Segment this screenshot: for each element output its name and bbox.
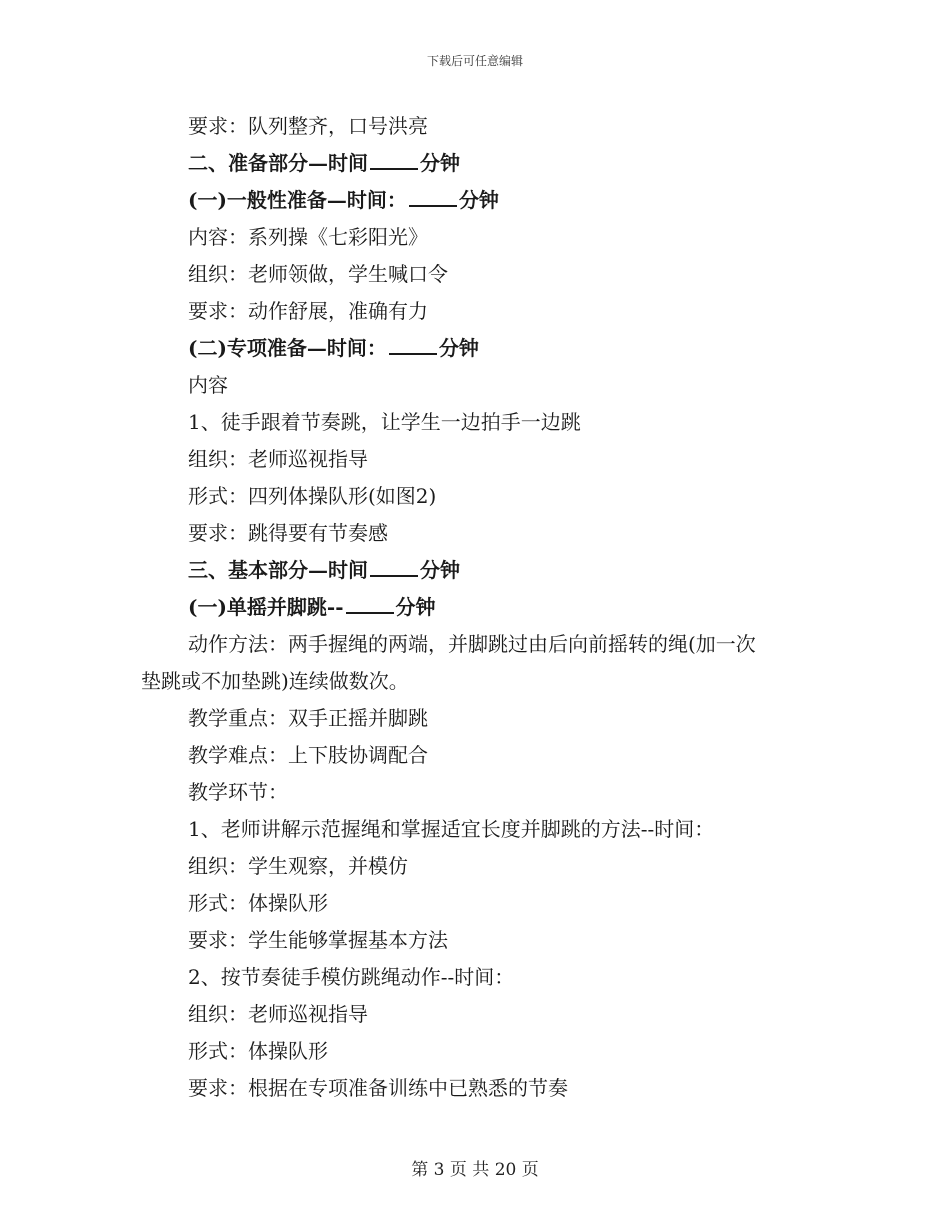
page-header: 下载后可任意编辑 bbox=[426, 54, 523, 68]
text-line: 形式：四列体操队形(如图2) bbox=[188, 484, 437, 508]
text-line: 组织：老师领做，学生喊口令 bbox=[188, 262, 448, 286]
text-line: 垫跳或不加垫跳)连续做数次。 bbox=[141, 669, 409, 693]
text-line: 教学难点：上下肢协调配合 bbox=[188, 743, 428, 767]
text-line: 组织：学生观察，并模仿 bbox=[188, 854, 408, 878]
text-line: 要求：动作舒展，准确有力 bbox=[188, 299, 428, 323]
text-line: 2、按节奏徒手模仿跳绳动作--时间： bbox=[188, 965, 515, 989]
heading-unit: 分钟 bbox=[395, 595, 436, 619]
fill-in-blank bbox=[370, 553, 418, 577]
heading-unit: 分钟 bbox=[438, 336, 479, 360]
section-heading bbox=[141, 330, 821, 367]
text-line: 要求：跳得要有节奏感 bbox=[188, 521, 388, 545]
heading-text: 三、基本部分—时间 bbox=[188, 558, 368, 582]
section-heading bbox=[141, 552, 821, 589]
text-line: 要求：学生能够掌握基本方法 bbox=[188, 928, 448, 952]
text-line: 教学环节： bbox=[188, 780, 288, 804]
section-heading bbox=[141, 145, 821, 182]
heading-text: (一)一般性准备—时间： bbox=[188, 188, 407, 212]
text-line: 1、徒手跟着节奏跳，让学生一边拍手一边跳 bbox=[188, 410, 581, 434]
document-body bbox=[141, 108, 821, 1107]
text-line: 要求：根据在专项准备训练中已熟悉的节奏 bbox=[188, 1076, 568, 1100]
fill-in-blank bbox=[346, 590, 394, 614]
text-line: 组织：老师巡视指导 bbox=[188, 447, 368, 471]
text-line: 内容 bbox=[188, 373, 228, 397]
heading-text: (二)专项准备—时间： bbox=[188, 336, 387, 360]
section-heading bbox=[141, 589, 821, 626]
text-line: 教学重点：双手正摇并脚跳 bbox=[188, 706, 428, 730]
fill-in-blank bbox=[389, 331, 437, 355]
heading-unit: 分钟 bbox=[458, 188, 499, 212]
text-line: 形式：体操队形 bbox=[188, 1039, 328, 1063]
fill-in-blank bbox=[370, 146, 418, 170]
heading-text: 二、准备部分—时间 bbox=[188, 151, 368, 175]
text-line: 内容：系列操《七彩阳光》 bbox=[188, 225, 428, 249]
text-line: 组织：老师巡视指导 bbox=[188, 1002, 368, 1026]
fill-in-blank bbox=[409, 183, 457, 207]
heading-unit: 分钟 bbox=[420, 558, 460, 582]
text-line: 1、老师讲解示范握绳和掌握适宜长度并脚跳的方法--时间： bbox=[188, 817, 715, 841]
text-line: 形式：体操队形 bbox=[188, 891, 328, 915]
heading-text: (一)单摇并脚跳-- bbox=[188, 595, 344, 619]
heading-unit: 分钟 bbox=[420, 151, 460, 175]
text-line: 要求：队列整齐，口号洪亮 bbox=[188, 114, 428, 138]
section-heading bbox=[141, 182, 821, 219]
page-footer: 第 3 页 共 20 页 bbox=[411, 1160, 539, 1180]
text-line: 动作方法：两手握绳的两端，并脚跳过由后向前摇转的绳(加一次 bbox=[188, 632, 756, 656]
